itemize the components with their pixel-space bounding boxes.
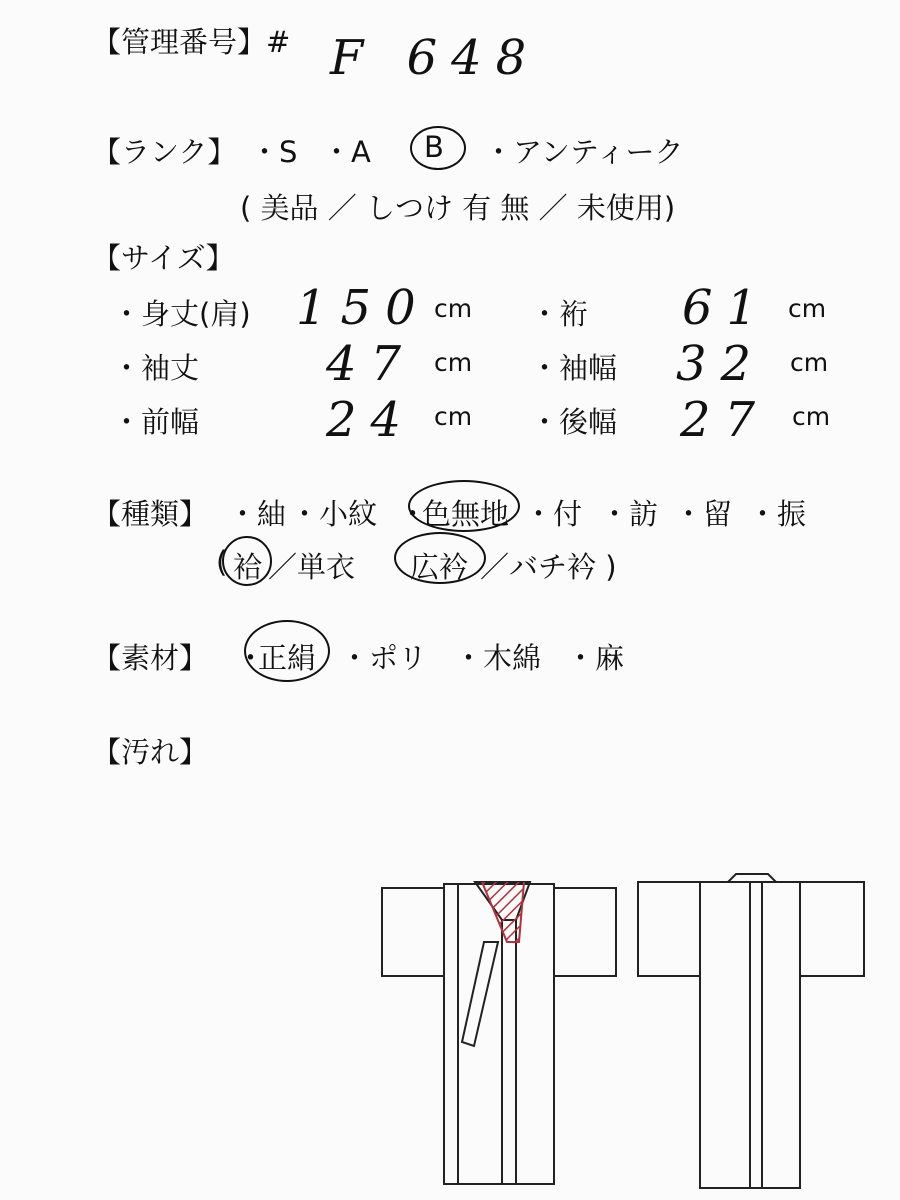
type-option-tsuke: ・付 bbox=[524, 497, 583, 531]
size-name-ushirohaba: ・後幅 bbox=[530, 405, 618, 439]
rank-option-a: ・A bbox=[322, 135, 371, 169]
size-label: 【サイズ】 bbox=[92, 241, 235, 275]
management-number: F 648 bbox=[330, 30, 541, 86]
size-value-sodetake: 47 bbox=[326, 336, 416, 392]
material-label: 【素材】 bbox=[92, 641, 209, 675]
size-value-yuki: 61 bbox=[682, 280, 772, 336]
material-option-momen: ・木綿 bbox=[454, 641, 542, 675]
size-unit: cm bbox=[434, 402, 473, 431]
kimono-diagram bbox=[370, 860, 880, 1190]
size-unit: cm bbox=[790, 348, 829, 377]
size-unit: cm bbox=[434, 294, 473, 323]
size-name-sodetake: ・袖丈 bbox=[112, 351, 200, 385]
size-name-maehaba: ・前幅 bbox=[112, 405, 200, 439]
type-option-komon: ・小紋 bbox=[290, 497, 378, 531]
size-unit: cm bbox=[788, 294, 827, 323]
rank-condition: ( 美品 ／ しつけ 有 無 ／ 未使用) bbox=[240, 191, 676, 225]
type-option-tome: ・留 bbox=[674, 497, 733, 531]
type-option-hiroeri: 広衿 bbox=[410, 550, 469, 584]
type-label: 【種類】 bbox=[92, 497, 209, 531]
type-option-dot: ・ bbox=[398, 497, 428, 531]
material-option-dot: ・ bbox=[236, 641, 266, 675]
size-value-sodehaba: 32 bbox=[676, 336, 766, 392]
type-option-furi: ・振 bbox=[748, 497, 807, 531]
stain-label: 【汚れ】 bbox=[92, 735, 209, 769]
type-option-tsumugi: ・紬 bbox=[228, 497, 287, 531]
rank-option-antique: ・アンティーク bbox=[484, 135, 684, 169]
size-name-yuki: ・裄 bbox=[530, 297, 589, 331]
size-value-maehaba: 24 bbox=[326, 392, 416, 448]
size-value-ushirohaba: 27 bbox=[680, 392, 770, 448]
type-option-iromuji: 色無地 bbox=[422, 497, 510, 531]
material-option-asa: ・麻 bbox=[566, 641, 625, 675]
type-option-awase: 袷 bbox=[233, 550, 263, 584]
size-unit: cm bbox=[434, 348, 473, 377]
type-option-bachieri: ／バチ衿 ) bbox=[480, 550, 617, 584]
rank-option-b: B bbox=[424, 130, 444, 164]
kimono-front-icon bbox=[382, 882, 616, 1184]
kimono-back-icon bbox=[638, 874, 864, 1188]
material-option-poly: ・ポリ bbox=[340, 641, 428, 675]
size-unit: cm bbox=[792, 402, 831, 431]
rank-label: 【ランク】 bbox=[92, 135, 237, 169]
size-name-sodehaba: ・袖幅 bbox=[530, 351, 618, 385]
size-value-mitake: 150 bbox=[296, 280, 430, 336]
type-option-hitoe: ／単衣 bbox=[268, 550, 356, 584]
material-option-shouken: 正絹 bbox=[258, 641, 317, 675]
management-label: 【管理番号】# bbox=[92, 25, 291, 59]
size-name-mitake: ・身丈(肩) bbox=[112, 297, 251, 331]
type-option-houmon: ・訪 bbox=[600, 497, 659, 531]
type-paren-open: ( bbox=[216, 545, 228, 579]
rank-option-s: ・S bbox=[250, 135, 298, 169]
